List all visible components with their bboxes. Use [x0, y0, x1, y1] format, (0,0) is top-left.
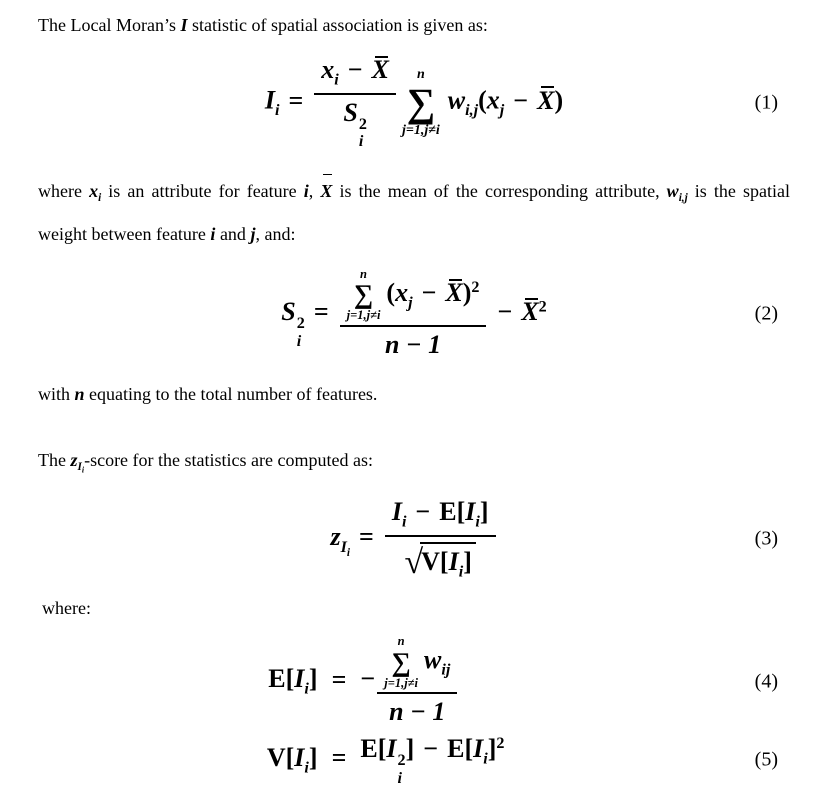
var-I: I	[294, 664, 305, 694]
subscript-j: j	[408, 294, 413, 312]
subscript-i: i	[401, 513, 407, 531]
var-X-bar: X	[537, 85, 554, 118]
close-bracket: ]	[405, 733, 415, 763]
equals-sign: =	[288, 85, 304, 115]
subscript-I-i	[340, 538, 350, 559]
math-var-n: n	[74, 384, 85, 404]
var-I: I	[386, 733, 397, 763]
sum-lower-limit: j=1,j≠i	[346, 308, 381, 323]
var-S: S	[281, 296, 296, 326]
equation-4-lhs	[218, 663, 318, 700]
close-bracket: ]	[463, 546, 472, 576]
text-segment: equating to the total number of features.	[84, 384, 378, 404]
negative-sign: −	[360, 664, 376, 694]
subscript-i: i	[81, 465, 85, 475]
fraction	[340, 267, 487, 362]
fraction-numerator	[385, 496, 496, 535]
subscript-ij: i,j	[465, 101, 479, 119]
var-z: z	[330, 522, 341, 552]
minus-sign: −	[421, 277, 437, 307]
sum-upper-limit: n	[416, 66, 425, 82]
paragraph-with-n	[38, 384, 790, 404]
paragraph-intro	[38, 14, 790, 36]
fraction	[314, 54, 396, 151]
equation-2-body	[281, 267, 546, 362]
text-segment: with	[38, 384, 75, 404]
fraction-denominator	[340, 325, 487, 362]
sum-lower-limit: j=1,j≠i	[384, 675, 419, 690]
open-bracket: [	[439, 546, 449, 576]
open-bracket: [	[456, 497, 466, 527]
subscript-ij: ij	[441, 661, 451, 679]
summation	[347, 267, 381, 323]
var-x: x	[89, 181, 99, 202]
superscript-2: 2	[538, 298, 547, 316]
text-segment: where:	[42, 598, 91, 619]
var-x: x	[395, 277, 409, 307]
subscript-i: i	[346, 546, 350, 559]
sum-lower-limit: j=1,j≠i	[401, 122, 440, 138]
subscript-i: i	[304, 759, 309, 777]
equation-5-body	[218, 733, 611, 788]
close-bracket: ]	[479, 497, 489, 527]
subscript-i: i	[304, 680, 309, 698]
equals-sign: =	[331, 743, 347, 773]
expectation-E: E	[268, 664, 286, 694]
math-var-i: i	[210, 224, 216, 244]
var-X-bar: X	[521, 296, 538, 329]
equation-5-number: (5)	[754, 748, 778, 771]
superscript-2: 2	[496, 735, 505, 753]
equation-1	[38, 54, 790, 151]
subscript-i: i	[483, 750, 488, 768]
equation-1-body	[265, 54, 563, 151]
minus-sign: −	[415, 497, 431, 527]
fraction-numerator	[377, 634, 457, 692]
equals-sign: =	[313, 296, 329, 326]
math-var-I: I	[180, 15, 188, 35]
text-segment: and	[215, 224, 251, 244]
var-w: w	[447, 85, 466, 115]
subscript-i: i	[98, 192, 102, 204]
equation-2-number: (2)	[754, 302, 778, 325]
variance-V: V	[421, 546, 440, 576]
equation-5-lhs	[218, 742, 318, 779]
equation-4	[38, 634, 790, 729]
radical-icon: √	[404, 543, 424, 581]
var-I: I	[77, 460, 82, 473]
equals-sign: =	[358, 522, 374, 552]
equation-3	[38, 496, 790, 582]
close-bracket: ]	[487, 733, 497, 763]
paragraph-where	[38, 598, 790, 618]
radicand	[420, 542, 476, 583]
subscript-ij: i,j	[678, 192, 688, 204]
text-segment: , and:	[255, 224, 296, 244]
expectation-E: E	[439, 497, 457, 527]
var-X-bar: X	[445, 277, 462, 310]
var-I: I	[448, 546, 459, 576]
sigma-icon: ∑	[406, 79, 436, 125]
expectation-E: E	[447, 733, 465, 763]
fraction-numerator	[314, 54, 396, 93]
equation-2	[38, 260, 790, 368]
equals-sign: =	[331, 664, 347, 694]
subscript-j: j	[499, 101, 505, 119]
subscript-i: i	[358, 133, 364, 151]
text-segment: statistic of spatial association is given as:	[187, 15, 488, 35]
equation-5	[38, 733, 790, 788]
math-var-z	[70, 450, 85, 475]
sigma-icon: ∑	[353, 279, 374, 310]
subscript-i: i	[475, 513, 480, 531]
var-x: x	[321, 55, 335, 84]
superscript-2: 2	[296, 315, 305, 333]
equation-group-4-5	[38, 634, 790, 787]
fraction	[385, 496, 496, 582]
sigma-icon: ∑	[391, 646, 411, 677]
equation-4-number: (4)	[754, 670, 778, 693]
var-I: I	[391, 497, 402, 527]
subscript-i: i	[274, 101, 280, 119]
supsub-stack	[359, 116, 367, 151]
close-bracket: ]	[308, 664, 318, 694]
subscript-i: i	[334, 71, 339, 89]
superscript-2: 2	[358, 115, 367, 133]
minus-sign: −	[513, 85, 529, 115]
math-var-x	[89, 181, 102, 204]
paragraph-z-score	[38, 450, 790, 480]
close-bracket: ]	[308, 742, 318, 772]
fraction-denominator	[385, 535, 496, 583]
open-bracket: [	[464, 733, 474, 763]
open-paren: (	[386, 277, 396, 307]
var-w: w	[424, 645, 442, 675]
denominator-n-minus-1: n − 1	[384, 329, 442, 359]
sum-upper-limit: n	[360, 266, 367, 281]
math-var-w	[666, 181, 688, 204]
var-I: I	[473, 733, 484, 763]
summation	[402, 67, 440, 139]
open-paren: (	[478, 85, 487, 115]
text-segment: The Local Moran’s	[38, 15, 181, 35]
variance-V: V	[266, 742, 286, 772]
expectation-E: E	[360, 733, 378, 763]
subscript-i: i	[296, 332, 302, 350]
var-I: I	[465, 497, 476, 527]
math-var-i: i	[303, 181, 309, 202]
minus-sign: −	[497, 296, 513, 326]
equation-3-body	[330, 496, 497, 582]
equation-3-number: (3)	[754, 527, 778, 550]
equation-4-rhs	[360, 634, 610, 729]
subscript-i: i	[397, 769, 403, 787]
minus-sign: −	[423, 733, 439, 763]
fraction	[377, 634, 457, 729]
minus-sign: −	[347, 55, 363, 84]
var-I: I	[340, 538, 347, 556]
fraction-denominator	[314, 93, 396, 152]
close-paren: )	[554, 85, 564, 115]
open-bracket: [	[285, 664, 295, 694]
denominator-n-minus-1: n − 1	[389, 697, 446, 727]
sum-upper-limit: n	[397, 634, 405, 649]
summation	[384, 634, 418, 690]
subscript-i: i	[458, 563, 464, 581]
equation-4-body	[218, 634, 611, 729]
superscript-2: 2	[471, 278, 480, 296]
text-segment: is the spatial weight between feature	[38, 181, 790, 244]
fraction-numerator	[340, 267, 487, 325]
var-x: x	[486, 85, 500, 115]
fraction-denominator	[377, 692, 457, 729]
paragraph-where-xi	[38, 173, 790, 252]
equation-1-number: (1)	[754, 91, 778, 114]
var-z: z	[70, 450, 78, 470]
text-segment: is the mean of the corresponding attribute,	[332, 181, 667, 202]
var-I: I	[264, 85, 275, 115]
var-I: I	[294, 742, 305, 772]
text-segment: The	[38, 450, 71, 470]
open-bracket: [	[377, 733, 387, 763]
supsub-stack	[297, 315, 305, 350]
var-w: w	[666, 181, 679, 202]
supsub-stack	[398, 752, 406, 787]
superscript-2: 2	[397, 752, 406, 770]
square-root	[404, 539, 475, 583]
var-S: S	[343, 97, 358, 127]
text-segment: is an attribute for feature	[101, 181, 304, 202]
math-var-j: j	[250, 224, 256, 244]
open-bracket: [	[285, 742, 295, 772]
text-segment: where	[38, 181, 90, 202]
var-X-bar: X	[372, 54, 389, 87]
equation-5-rhs	[360, 733, 610, 788]
close-paren: )	[462, 277, 472, 307]
math-var-X-bar: X	[320, 173, 332, 209]
text-segment: -score for the statistics are computed as:	[84, 450, 373, 470]
text-segment: ,	[308, 181, 321, 202]
